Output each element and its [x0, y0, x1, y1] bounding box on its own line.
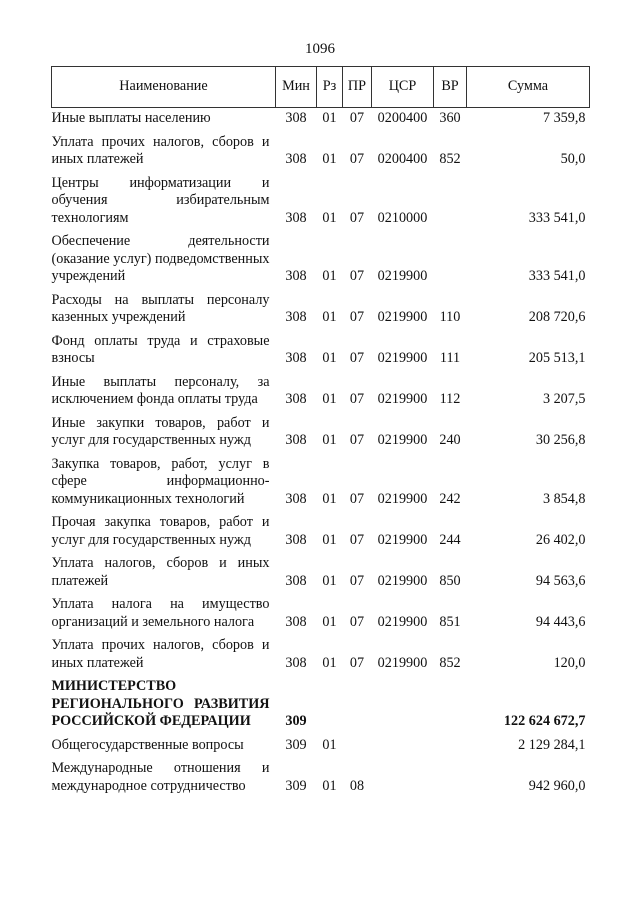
- cell-rz: 01: [322, 736, 337, 753]
- cell-vr: 360: [439, 110, 461, 126]
- table-row: [52, 368, 590, 409]
- cell-vr: 244: [439, 531, 461, 548]
- cell-pr: 07: [349, 654, 365, 671]
- cell-min: 308: [285, 490, 307, 507]
- cell-vr: [434, 227, 467, 286]
- cell-pr: 07: [349, 151, 365, 167]
- cell-csr: [372, 754, 434, 795]
- cell-csr: 0219900: [377, 490, 428, 507]
- header-sum: Сумма: [467, 67, 590, 108]
- cell-min: 309: [285, 736, 307, 753]
- cell-sum: 26 402,0: [535, 531, 586, 548]
- cell-rz: 01: [322, 151, 337, 167]
- cell-name: Международные отношения и международное сотрудничество: [51, 760, 270, 794]
- table-row: [52, 327, 590, 368]
- table-row: [52, 590, 590, 631]
- table-row: [52, 169, 590, 228]
- page-number: 1096: [305, 41, 335, 57]
- cell-vr: 850: [439, 572, 461, 589]
- cell-vr: 851: [439, 613, 461, 630]
- cell-csr: 0219900: [377, 268, 428, 284]
- cell-rz: 01: [322, 572, 337, 589]
- cell-name: МИНИСТЕРСТВО РЕГИОНАЛЬНОГО РАЗВИТИЯ РОССИЙСКОЙ ФЕДЕРАЦИИ: [51, 678, 270, 729]
- cell-sum: 205 513,1: [528, 350, 586, 366]
- cell-rz: 01: [322, 777, 337, 794]
- header-pr: ПР: [343, 67, 372, 108]
- cell-rz: 01: [322, 110, 337, 126]
- cell-vr: [434, 731, 467, 755]
- cell-name: Уплата прочих налогов, сборов и иных платежей: [51, 133, 270, 167]
- cell-vr: 112: [439, 391, 461, 407]
- cell-rz: 01: [322, 654, 337, 671]
- cell-vr: 852: [439, 151, 461, 167]
- cell-name: Обеспечение деятельности (оказание услуг) подведомственных учреждений: [51, 233, 270, 284]
- cell-pr: 07: [349, 309, 365, 325]
- cell-pr: [343, 672, 372, 731]
- cell-sum: 333 541,0: [528, 268, 586, 284]
- cell-csr: 0219900: [377, 350, 428, 366]
- header-rz: Рз: [317, 67, 343, 108]
- cell-name: Общегосударственные вопросы: [51, 736, 244, 753]
- cell-pr: 08: [349, 777, 365, 794]
- cell-name: Центры информатизации и обучения избирательным технологиям: [51, 174, 270, 226]
- table-header-row: [52, 67, 590, 108]
- cell-csr: [372, 731, 434, 755]
- cell-csr: 0210000: [377, 209, 428, 226]
- cell-min: 308: [285, 613, 307, 630]
- cell-vr: 852: [439, 654, 461, 671]
- cell-min: 308: [285, 350, 307, 366]
- cell-min: 308: [285, 110, 307, 126]
- cell-min: 308: [285, 531, 307, 548]
- cell-sum: 333 541,0: [528, 209, 586, 226]
- cell-csr: [372, 672, 434, 731]
- cell-sum: 30 256,8: [535, 432, 586, 448]
- cell-pr: 07: [349, 432, 365, 448]
- cell-name: Уплата налогов, сборов и иных платежей: [51, 555, 270, 589]
- cell-sum: 94 563,6: [535, 572, 586, 589]
- cell-name: Иные выплаты персоналу, за исключением фонда оплаты труда: [51, 373, 270, 407]
- cell-csr: 0219900: [377, 309, 428, 325]
- cell-sum: 94 443,6: [535, 613, 586, 630]
- cell-csr: 0219900: [377, 391, 428, 407]
- cell-rz: 01: [322, 490, 337, 507]
- cell-csr: 0219900: [377, 572, 428, 589]
- cell-pr: 07: [349, 110, 365, 126]
- cell-rz: 01: [322, 350, 337, 366]
- cell-name: Уплата прочих налогов, сборов и иных платежей: [51, 637, 270, 671]
- table-row: [52, 754, 590, 795]
- cell-rz: 01: [322, 309, 337, 325]
- cell-rz: 01: [322, 209, 337, 226]
- cell-rz: 01: [322, 268, 337, 284]
- cell-pr: 07: [349, 350, 365, 366]
- table-row: [52, 450, 590, 509]
- cell-min: 308: [285, 432, 307, 448]
- cell-rz: 01: [322, 531, 337, 548]
- cell-rz: 01: [322, 391, 337, 407]
- cell-min: 308: [285, 572, 307, 589]
- cell-sum: 208 720,6: [528, 309, 586, 325]
- cell-csr: 0219900: [377, 654, 428, 671]
- cell-min: 308: [285, 268, 307, 284]
- table-row: [52, 108, 590, 128]
- table-body: [52, 108, 590, 796]
- cell-csr: 0200400: [377, 110, 428, 126]
- cell-rz: 01: [322, 432, 337, 448]
- cell-name: Закупка товаров, работ, услуг в сфере информационно-коммуникационных технологий: [51, 455, 270, 507]
- cell-min: 308: [285, 309, 307, 325]
- table-row: [52, 549, 590, 590]
- cell-rz: [317, 672, 343, 731]
- table-row: [52, 409, 590, 450]
- cell-vr: 111: [439, 350, 461, 366]
- cell-vr: 240: [439, 432, 461, 448]
- cell-min: 309: [285, 777, 307, 794]
- cell-min: 308: [285, 151, 307, 167]
- budget-table: [51, 66, 590, 795]
- header-name: Наименование: [52, 67, 276, 108]
- cell-pr: 07: [349, 490, 365, 507]
- cell-name: Уплата налога на имущество организаций и земельного налога: [51, 596, 270, 630]
- table-row: [52, 508, 590, 549]
- header-min: Мин: [276, 67, 317, 108]
- cell-min: 309: [285, 713, 307, 729]
- cell-sum: 7 359,8: [542, 110, 586, 126]
- cell-pr: 07: [349, 209, 365, 226]
- cell-sum: 122 624 672,7: [503, 713, 586, 729]
- cell-csr: 0200400: [377, 151, 428, 167]
- table-row: [52, 731, 590, 755]
- cell-csr: 0219900: [377, 432, 428, 448]
- cell-sum: 3 854,8: [542, 490, 586, 507]
- cell-vr: [434, 169, 467, 228]
- header-vr: ВР: [434, 67, 467, 108]
- cell-name: Прочая закупка товаров, работ и услуг для государственных нужд: [51, 514, 270, 548]
- header-csr: ЦСР: [372, 67, 434, 108]
- cell-csr: 0219900: [377, 531, 428, 548]
- cell-pr: 07: [349, 268, 365, 284]
- cell-name: Расходы на выплаты персоналу казенных учреждений: [51, 291, 270, 325]
- cell-name: Иные выплаты населению: [51, 110, 211, 126]
- cell-rz: 01: [322, 613, 337, 630]
- table-row: [52, 128, 590, 169]
- cell-min: 308: [285, 391, 307, 407]
- cell-min: 308: [285, 209, 307, 226]
- cell-vr: 110: [439, 309, 461, 325]
- cell-csr: 0219900: [377, 613, 428, 630]
- cell-vr: [434, 672, 467, 731]
- cell-vr: [434, 754, 467, 795]
- cell-vr: 242: [439, 490, 461, 507]
- table-row: [52, 672, 590, 731]
- cell-name: Иные закупки товаров, работ и услуг для государственных нужд: [51, 414, 270, 448]
- cell-sum: 942 960,0: [528, 777, 586, 794]
- cell-min: 308: [285, 654, 307, 671]
- cell-pr: 07: [349, 572, 365, 589]
- cell-sum: 120,0: [553, 654, 586, 671]
- cell-pr: 07: [349, 391, 365, 407]
- table-row: [52, 286, 590, 327]
- cell-sum: 50,0: [560, 151, 586, 167]
- cell-name: Фонд оплаты труда и страховые взносы: [51, 332, 270, 366]
- cell-sum: 3 207,5: [542, 391, 586, 407]
- cell-pr: [343, 731, 372, 755]
- table-row: [52, 631, 590, 672]
- cell-pr: 07: [349, 613, 365, 630]
- cell-pr: 07: [349, 531, 365, 548]
- table-row: [52, 227, 590, 286]
- cell-sum: 2 129 284,1: [518, 736, 586, 753]
